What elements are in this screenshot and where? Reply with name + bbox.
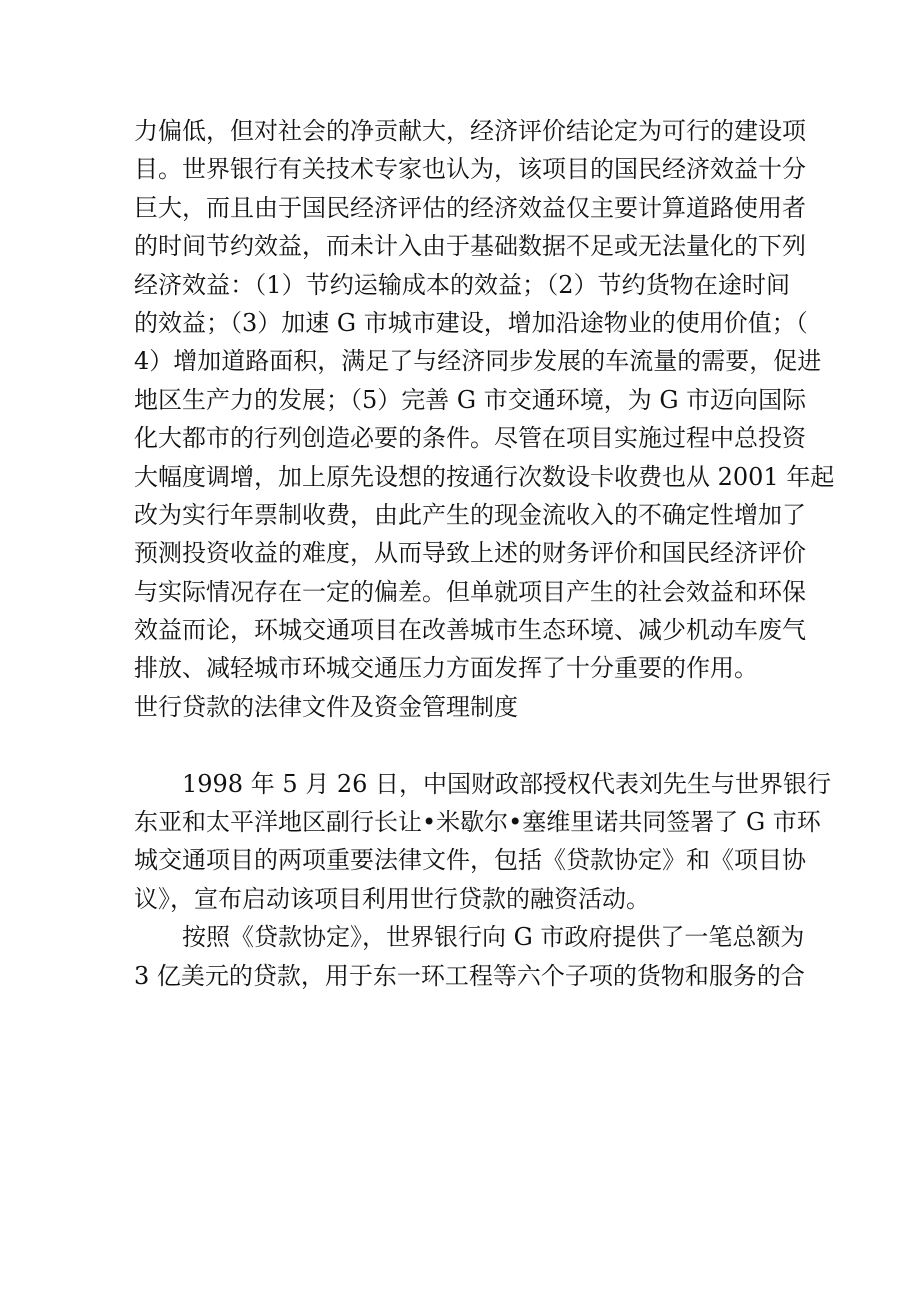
text-line: 巨大，而且由于国民经济评估的经济效益仅主要计算道路使用者 <box>134 193 806 222</box>
text-line: 4）增加道路面积，满足了与经济同步发展的车流量的需要，促进 <box>134 347 822 376</box>
text-line: 预测投资收益的难度，从而导致上述的财务评价和国民经济评价 <box>134 539 806 568</box>
text-line: 排放、减轻城市环城交通压力方面发挥了十分重要的作用。 <box>134 654 758 683</box>
document-body <box>134 112 835 995</box>
text-line: 目。世界银行有关技术专家也认为，该项目的国民经济效益十分 <box>134 155 806 184</box>
text-line: 化大都市的行列创造必要的条件。尽管在项目实施过程中总投资 <box>134 424 806 453</box>
text-line: 地区生产力的发展；（5）完善 G 市交通环境，为 G 市迈向国际 <box>134 385 807 414</box>
text-line: 力偏低，但对社会的净贡献大，经济评价结论定为可行的建设项 <box>134 117 806 145</box>
text-line: 东亚和太平洋地区副行长让•米歇尔•塞维里诺共同签署了 G 市环 <box>134 808 821 837</box>
paragraph-1 <box>134 112 835 688</box>
text-line: 3 亿美元的贷款，用于东一环工程等六个子项的货物和服务的合 <box>134 961 805 990</box>
text-line: 议》，宣布启动该项目利用世行贷款的融资活动。 <box>134 884 650 913</box>
text-line: 改为实行年票制收费，由此产生的现金流收入的不确定性增加了 <box>134 500 806 529</box>
text-line: 按照《贷款协定》，世界银行向 G 市政府提供了一笔总额为 <box>182 923 805 952</box>
text-line: 的效益；（3）加速 G 市城市建设，增加沿途物业的使用价值；（ <box>134 308 808 337</box>
text-line: 经济效益：（1）节约运输成本的效益；（2）节约货物在途时间 <box>134 270 790 299</box>
text-line: 与实际情况存在一定的偏差。但单就项目产生的社会效益和环保 <box>134 577 806 606</box>
text-line: 城交通项目的两项重要法律文件，包括《贷款协定》和《项目协 <box>134 846 806 875</box>
text-line: 的时间节约效益，而未计入由于基础数据不足或无法量化的下列 <box>134 232 806 261</box>
text-line: 1998 年 5 月 26 日，中国财政部授权代表刘先生与世界银行 <box>182 769 832 798</box>
text-line: 大幅度调增，加上原先设想的按通行次数设卡收费也从 2001 年起 <box>134 462 835 491</box>
blank-line <box>134 726 790 764</box>
paragraph-3 <box>134 918 805 995</box>
paragraph-2 <box>134 765 832 919</box>
text-line: 效益而论，环城交通项目在改善城市生态环境、减少机动车废气 <box>134 616 806 645</box>
section-heading: 世行贷款的法律文件及资金管理制度 <box>134 692 518 721</box>
